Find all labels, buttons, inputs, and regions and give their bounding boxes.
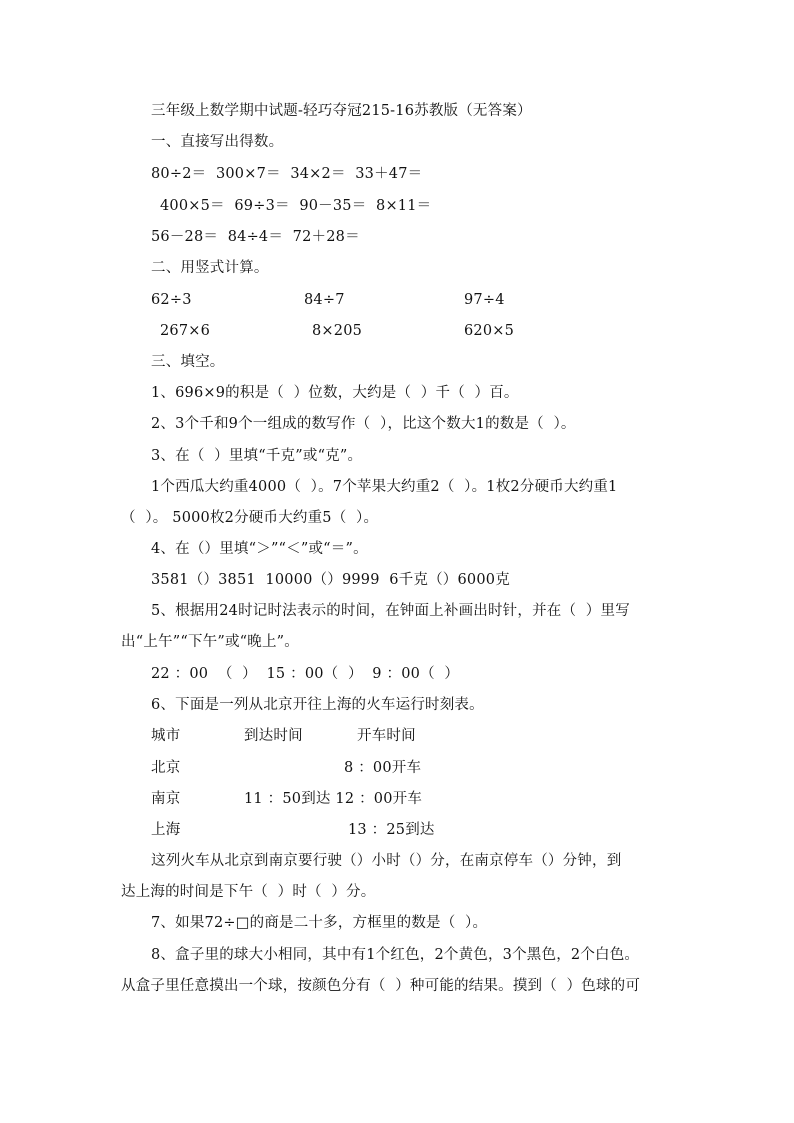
vertical-calc-item: 267×6	[160, 323, 211, 339]
question-1: 1、696×9的积是（ ）位数，大约是（ ）千（ ）百。	[151, 385, 519, 401]
table-header-arrival: 到达时间	[244, 728, 303, 744]
vertical-calc-item: 62÷3	[151, 292, 192, 308]
question-4-line: 3581（）3851 10000（）9999 6千克（）6000克	[151, 572, 510, 588]
question-6-line-1: 这列火车从北京到南京要行驶（）小时（）分，在南京停车（）分钟，到	[151, 853, 622, 869]
question-8-line-1: 8、盒子里的球大小相同，其中有1个红色，2个黄色，3个黑色，2个白色。	[151, 947, 640, 963]
table-row-info: 8 ：00开车	[344, 760, 422, 776]
table-header-departure: 开车时间	[357, 728, 416, 744]
section2-heading: 二、用竖式计算。	[151, 260, 269, 276]
question-3: 3、在（ ）里填“千克”或“克”。	[151, 448, 363, 464]
question-8-line-2: 从盒子里任意摸出一个球，按颜色分有（ ）种可能的结果。摸到（ ）色球的可	[121, 978, 641, 994]
question-3-line-1: 1个西瓜大约重4000（ ）。7个苹果大约重2（ ）。1枚2分硬币大约重1	[151, 479, 618, 495]
table-row-city: 北京	[151, 760, 181, 776]
question-5-line-2: 出“上午”“下午”或“晚上”。	[121, 634, 299, 650]
table-row-city: 南京	[151, 791, 181, 807]
question-5-times: 22 ：00 （ ） 15 ：00（ ） 9 ：00（ ）	[151, 666, 460, 682]
oral-calc-row-2: 400×5＝ 69÷3＝ 90－35＝ 8×11＝	[160, 198, 432, 214]
oral-calc-row-3: 56－28＝ 84÷4＝ 72＋28＝	[151, 229, 360, 245]
section3-heading: 三、填空。	[151, 354, 225, 370]
question-4: 4、在（）里填“＞”“＜”或“＝”。	[151, 541, 368, 557]
vertical-calc-item: 97÷4	[464, 292, 505, 308]
question-6-line-2: 达上海的时间是下午（ ）时（ ）分。	[121, 884, 376, 900]
question-2: 2、3个千和9个一组成的数写作（ ），比这个数大1的数是（ ）。	[151, 416, 576, 432]
section1-heading: 一、直接写出得数。	[151, 134, 284, 150]
table-row-city: 上海	[151, 822, 181, 838]
question-5-line-1: 5、根据用24时记时法表示的时间，在钟面上补画出时针，并在（ ）里写	[151, 603, 630, 619]
vertical-calc-item: 8×205	[312, 323, 363, 339]
question-6: 6、下面是一列从北京开往上海的火车运行时刻表。	[151, 697, 484, 713]
oral-calc-row-1: 80÷2＝ 300×7＝ 34×2＝ 33＋47＝	[151, 166, 423, 182]
table-row-info: 11 ：50到达 12 ：00开车	[244, 791, 423, 807]
table-row-info: 13 ：25到达	[348, 822, 435, 838]
question-7: 7、如果72÷□的商是二十多，方框里的数是（ ）。	[151, 915, 488, 931]
table-header-city: 城市	[151, 728, 181, 744]
vertical-calc-item: 84÷7	[304, 292, 345, 308]
question-3-line-2: （ ）。 5000枚2分硬币大约重5（ ）。	[121, 510, 379, 526]
vertical-calc-item: 620×5	[464, 323, 515, 339]
page-title: 三年级上数学期中试题-轻巧夺冠215-16苏教版（无答案）	[151, 103, 532, 119]
